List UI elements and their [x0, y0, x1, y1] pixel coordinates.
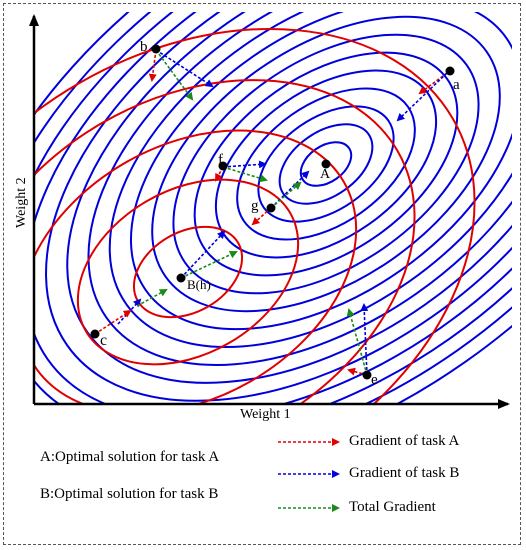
total-gradient-arrow — [181, 252, 236, 278]
total-gradient-arrow — [137, 290, 166, 306]
point-label-a: a — [453, 77, 460, 93]
point-label-b: b — [140, 39, 148, 55]
definition-B: B:Optimal solution for task B — [40, 486, 219, 502]
legend-label-total: Total Gradient — [349, 499, 436, 515]
point-B — [177, 274, 186, 283]
legend-label-task-a: Gradient of task A — [349, 433, 460, 449]
task-b-contour — [0, 73, 407, 471]
point-b — [152, 45, 161, 54]
point-label-c: c — [100, 332, 108, 349]
definition-A: A:Optimal solution for task A — [40, 449, 220, 465]
point-g — [267, 204, 276, 213]
task-b-gradient-arrow — [181, 232, 224, 278]
y-axis-label: Weight 2 — [14, 177, 29, 228]
point-label-g: g — [251, 198, 259, 214]
point-label-B: B(h) — [187, 277, 211, 292]
point-a — [446, 67, 455, 76]
legend-label-task-b: Gradient of task B — [349, 465, 460, 481]
task-a-gradient-arrow — [95, 311, 130, 334]
point-c — [91, 330, 100, 339]
point-label-e: e — [371, 372, 378, 388]
x-axis-label: Weight 1 — [240, 407, 291, 422]
task-b-gradient-arrow — [223, 164, 265, 167]
legend-swatches — [278, 442, 338, 508]
point-label-A: A — [320, 167, 331, 182]
point-label-f: f — [218, 152, 223, 168]
